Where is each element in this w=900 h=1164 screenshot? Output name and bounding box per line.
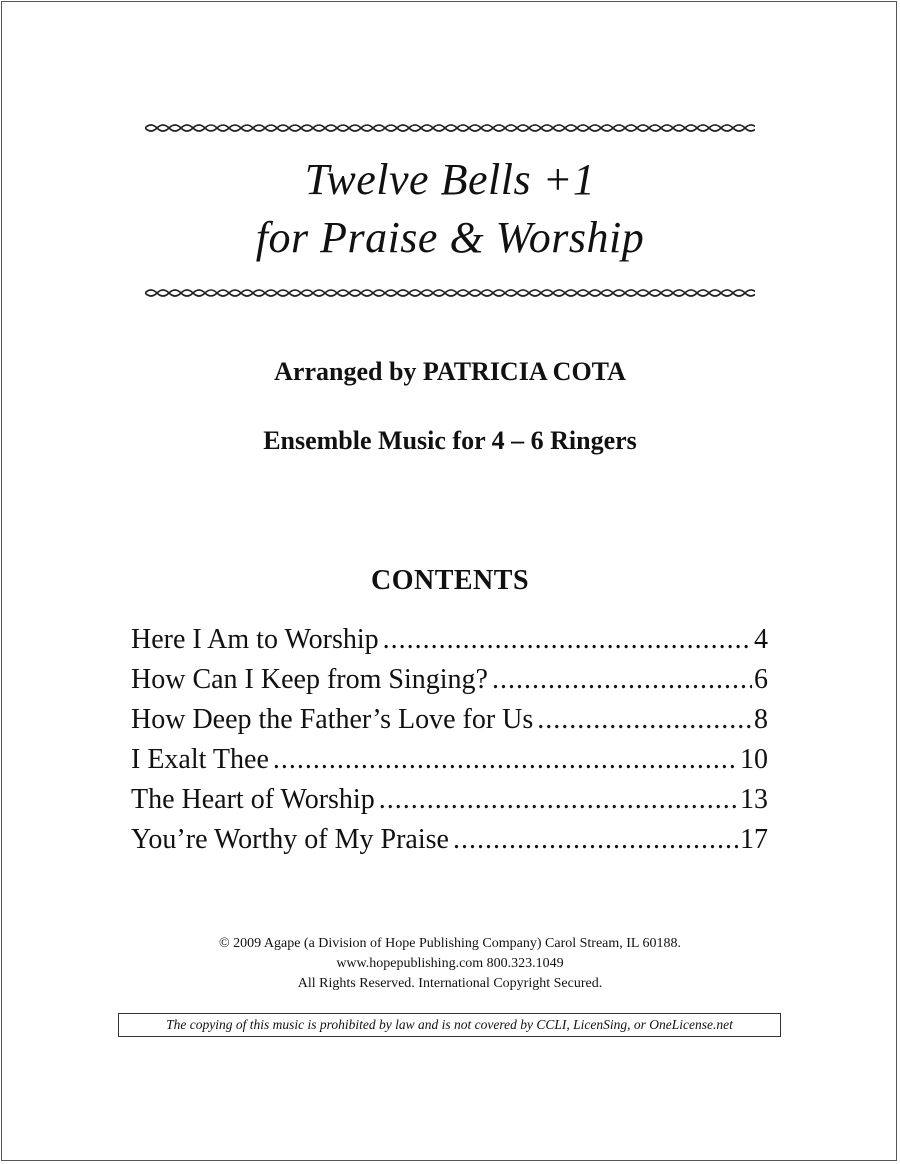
toc-dot-leader — [537, 700, 752, 740]
toc-entry[interactable] — [131, 820, 768, 860]
rope-ornament-bottom — [145, 286, 755, 300]
toc-entry[interactable] — [131, 660, 768, 700]
arranger-credit: Arranged by PATRICIA COTA — [274, 357, 626, 386]
toc-entry-title: Here I Am to Worship — [131, 624, 379, 655]
toc-entry-title: You’re Worthy of My Praise — [131, 824, 449, 855]
rope-border-icon — [145, 121, 755, 135]
toc-entry[interactable] — [131, 620, 768, 660]
toc-entry-page: 17 — [740, 824, 768, 855]
toc-entry-title: The Heart of Worship — [131, 784, 375, 815]
publisher-contact: www.hopepublishing.com 800.323.1049 — [336, 956, 564, 971]
contents-heading: CONTENTS — [370, 565, 530, 596]
table-of-contents — [131, 620, 768, 860]
toc-entry[interactable] — [131, 740, 768, 780]
title-line-2: for Praise & Worship — [255, 213, 645, 262]
toc-dot-leader — [273, 740, 738, 780]
rope-border-icon — [145, 286, 755, 300]
toc-entry-page: 8 — [754, 704, 768, 735]
toc-entry-page: 6 — [754, 664, 768, 695]
toc-entry-page: 4 — [754, 624, 768, 655]
toc-entry-title: How Deep the Father’s Love for Us — [131, 704, 534, 735]
toc-entry-title: How Can I Keep from Singing? — [131, 664, 488, 695]
rope-ornament-top — [145, 121, 755, 135]
title-line-1: Twelve Bells +1 — [304, 155, 596, 204]
toc-entry-page: 13 — [740, 784, 768, 815]
toc-dot-leader — [379, 780, 738, 820]
rights-statement: All Rights Reserved. International Copyright Secured. — [297, 976, 603, 991]
toc-dot-leader — [492, 660, 752, 700]
copyright-line-1: © 2009 Agape (a Division of Hope Publishing Company) Carol Stream, IL 60188. — [219, 936, 681, 951]
toc-entry-title: I Exalt Thee — [131, 744, 269, 775]
toc-dot-leader — [453, 820, 738, 860]
copying-notice: The copying of this music is prohibited by law and is not covered by CCLI, LicenSing, or OneLicense.net — [118, 1013, 781, 1037]
toc-entry[interactable] — [131, 700, 768, 740]
toc-dot-leader — [383, 620, 752, 660]
toc-entry[interactable] — [131, 780, 768, 820]
ensemble-description: Ensemble Music for 4 – 6 Ringers — [263, 426, 637, 455]
toc-entry-page: 10 — [740, 744, 768, 775]
